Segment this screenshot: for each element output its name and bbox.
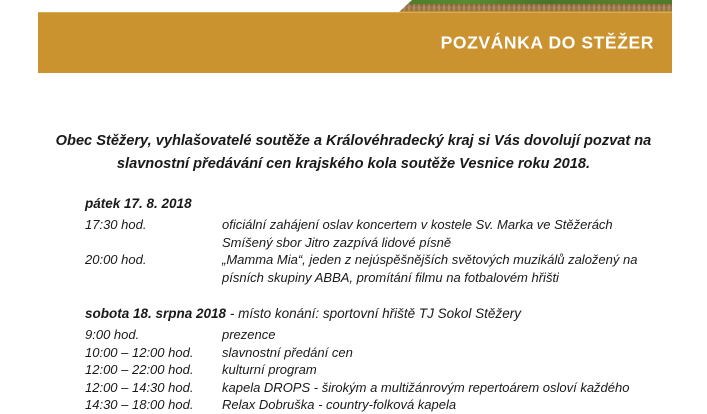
schedule-description	[222, 216, 637, 251]
day-heading-date: pátek 17. 8. 2018	[85, 196, 192, 211]
schedule-description-line: slavnostní předání cen	[222, 344, 353, 360]
invitation-intro-text: Obec Stěžery, vyhlašovatelé soutěže a Královéhradecký kraj si Vás dovolují pozvat na slavnostní předávání cen krajského kola soutěže Vesnice roku 2018.	[55, 133, 652, 172]
schedule-time: 20:00 hod.	[85, 252, 147, 267]
schedule-time: 17:30 hod.	[85, 217, 147, 232]
day-heading-date: sobota 18. srpna 2018	[85, 306, 227, 321]
schedule-row	[85, 251, 637, 286]
schedule-description	[222, 361, 629, 379]
schedule-row	[85, 396, 629, 414]
schedule-description	[222, 344, 629, 362]
schedule-container	[0, 196, 707, 414]
schedule-rows-friday	[85, 216, 637, 286]
schedule-row	[85, 326, 629, 344]
schedule-time: 10:00 – 12:00 hod.	[85, 344, 194, 360]
schedule-description	[222, 251, 637, 286]
schedule-row	[85, 344, 629, 362]
schedule-rows-saturday	[85, 326, 629, 414]
schedule-time: 9:00 hod.	[85, 327, 140, 342]
schedule-row	[85, 216, 637, 251]
schedule-time: 12:00 – 22:00 hod.	[85, 362, 194, 377]
schedule-row	[85, 361, 629, 379]
schedule-description-line: Smíšený sbor Jitro zazpívá lidové písně	[222, 234, 452, 250]
schedule-row	[85, 379, 629, 397]
schedule-description	[222, 326, 629, 344]
day-block-saturday	[85, 306, 707, 414]
schedule-description-line: „Mamma Mia“, jeden z nejúspěšnějších světových muzikálů založený na	[222, 252, 638, 267]
photo-soil-band	[398, 4, 672, 11]
schedule-description	[222, 396, 629, 414]
page-header	[0, 0, 707, 96]
day-heading-detail: - místo konání: sportovní hřiště TJ Sokol Stěžery	[226, 306, 521, 321]
schedule-description-line: oficiální zahájení oslav koncertem v kostele Sv. Marka ve Stěžerách	[222, 217, 613, 232]
schedule-description-line: kapela DROPS - širokým a multižánrovým repertoárem osloví každého	[222, 379, 630, 395]
gold-banner	[38, 12, 672, 73]
schedule-description-line: kulturní program	[222, 362, 317, 377]
schedule-description-line: Relax Dobruška - country-folková kapela	[222, 397, 457, 412]
schedule-description	[222, 379, 629, 397]
schedule-description-line: písních skupiny ABBA, promítání filmu na fotbalovém hřišti	[222, 269, 559, 285]
day-block-friday	[85, 196, 707, 286]
day-heading-friday	[85, 196, 707, 211]
schedule-time: 12:00 – 14:30 hod.	[85, 379, 194, 395]
schedule-time: 14:30 – 18:00 hod.	[85, 397, 194, 412]
schedule-description-line: prezence	[222, 327, 276, 342]
banner-title: POZVÁNKA DO STĚŽER	[440, 32, 654, 53]
day-heading-saturday	[85, 306, 707, 321]
